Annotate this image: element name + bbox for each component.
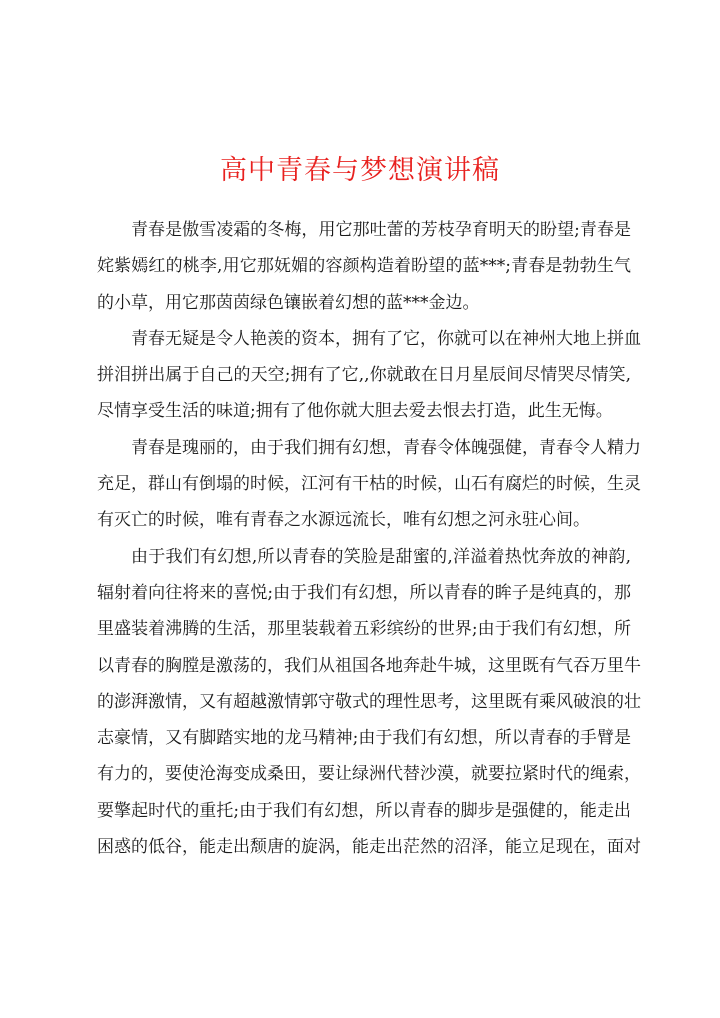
paragraph-2 [97, 321, 641, 430]
text-line: 尽情享受生活的味道;拥有了他你就大胆去爱去恨去打造，此生无悔。 [97, 401, 613, 422]
text-line: 充足，群山有倒塌的时候，江河有干枯的时候，山石有腐烂的时候，生灵 [97, 474, 641, 495]
text-line: 青春是傲雪凌霜的冬梅，用它那吐蕾的芳枝孕育明天的盼望;青春是 [131, 220, 631, 240]
text-line: 青春是瑰丽的，由于我们拥有幻想，青春令体魄强健，青春令人精力 [131, 437, 641, 458]
paragraph-1 [97, 212, 631, 321]
text-line: 里盛装着沸腾的生活，那里装载着五彩缤纷的世界;由于我们有幻想，所 [97, 619, 631, 640]
document-title: 高中青春与梦想演讲稿 [220, 155, 500, 186]
document-body [97, 212, 641, 865]
text-line: 以青春的胸膛是激荡的，我们从祖国各地奔赴牛城，这里既有气吞万里牛 [97, 655, 641, 676]
paragraph-3 [97, 430, 641, 539]
text-line: 由于我们有幻想,所以青春的笑脸是甜蜜的,洋溢着热忱奔放的神韵, [131, 546, 631, 567]
text-line: 青春无疑是令人艳羡的资本，拥有了它，你就可以在神州大地上拼血 [131, 328, 641, 349]
text-line: 有灭亡的时候，唯有青春之水源远流长，唯有幻想之河永驻心间。 [97, 510, 590, 531]
text-line: 姹紫嫣红的桃李,用它那妩媚的容颜构造着盼望的蓝***;青春是勃勃生气 [97, 256, 631, 277]
text-line: 的澎湃激情，又有超越激情郭守敬式的理性思考，这里既有乘风破浪的壮 [97, 691, 641, 712]
text-line: 困惑的低谷，能走出颓唐的旋涡，能走出茫然的沼泽，能立足现在，面对 [97, 837, 641, 858]
text-line: 的小草，用它那茵茵绿色镶嵌着幻想的蓝***金边。 [97, 292, 480, 313]
text-line: 志豪情，又有脚踏实地的龙马精神;由于我们有幻想，所以青春的手臂是 [97, 728, 631, 749]
paragraph-4 [97, 539, 641, 866]
text-line: 辐射着向往将来的喜悦;由于我们有幻想，所以青春的眸子是纯真的，那 [97, 582, 631, 603]
text-line: 拼泪拼出属于自己的天空;拥有了它,,你就敢在日月星辰间尽情哭尽情笑, [97, 365, 631, 386]
text-line: 要擎起时代的重托;由于我们有幻想，所以青春的脚步是强健的，能走出 [97, 800, 631, 821]
text-line: 有力的，要使沧海变成桑田，要让绿洲代替沙漠，就要拉紧时代的绳索， [97, 764, 641, 785]
